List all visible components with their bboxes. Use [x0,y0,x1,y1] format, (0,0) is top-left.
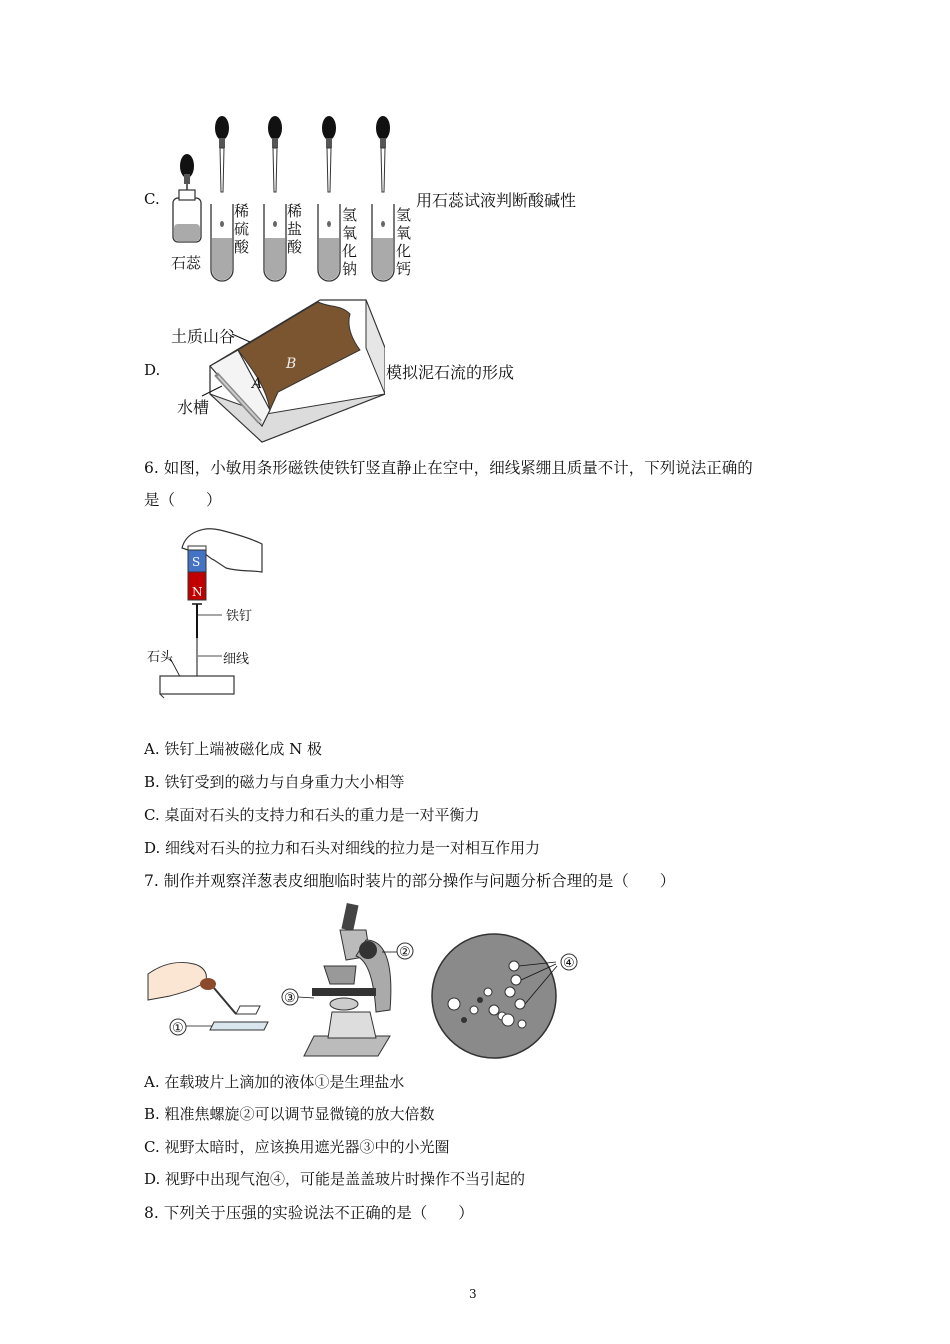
option-d-caption: 模拟泥石流的形成 [386,363,515,382]
stone-label: 石头 [147,650,174,665]
marker-2: ② [399,945,411,960]
q7-option-c: C. 视野太暗时，应该换用遮光器③中的小光圈 [144,1138,450,1156]
q6-option-a: A. 铁钉上端被磁化成 N 极 [144,740,323,758]
litmus-figure [165,112,415,287]
label-a: A [252,376,263,392]
marker-4: ④ [563,956,575,971]
q7-option-d: D. 视野中出现气泡④，可能是盖盖玻片时操作不当引起的 [144,1170,526,1188]
test-tube-3 [318,204,340,281]
q7-option-a: A. 在载玻片上滴加的液体①是生理盐水 [144,1073,405,1091]
marker-1: ① [172,1021,184,1036]
q6-stem-line1: 6. 如图，小敏用条形磁铁使铁钉竖直静止在空中，细线紧绷且质量不计，下列说法正确的 [144,459,753,477]
option-c-letter: C. [144,190,160,208]
thread-label: 细线 [223,652,250,667]
q6-stem-line2: 是（ ） [144,491,222,509]
tube-4-label: 氢氧化钙 [396,206,412,278]
magnet-s-label: S [192,555,201,569]
microscope-figure [144,900,584,1060]
dropper-2 [268,116,282,192]
magnet-figure [146,520,276,700]
page-number: 3 [469,1287,477,1301]
q6-option-c: C. 桌面对石头的支持力和石头的重力是一对平衡力 [144,806,480,824]
stone [160,676,234,694]
tube-1-label: 稀硫酸 [234,202,250,256]
test-tube-2 [264,204,286,281]
dropper-3 [322,116,336,192]
q7-stem: 7. 制作并观察洋葱表皮细胞临时装片的部分操作与问题分析合理的是（ ） [144,872,676,890]
tube-3-label: 氢氧化钠 [342,206,358,278]
option-c-caption: 用石蕊试液判断酸碱性 [416,191,577,210]
test-tube-4 [372,204,394,281]
slide-preparation [148,962,268,1036]
field-of-view [432,934,577,1058]
label-b: B [286,356,297,372]
q6-option-b: B. 铁钉受到的磁力与自身重力大小相等 [144,773,405,791]
microscope [282,903,413,1056]
litmus-label: 石蕊 [171,254,202,272]
marker-3: ③ [284,991,296,1006]
q8-stem: 8. 下列关于压强的实验说法不正确的是（ ） [144,1204,474,1222]
litmus-bottle [173,154,201,242]
option-d-letter: D. [144,361,161,379]
dropper-1 [215,116,229,192]
q6-option-d: D. 细线对石头的拉力和石头对细线的拉力是一对相互作用力 [144,839,541,857]
test-tube-1 [211,204,233,281]
nail-label: 铁钉 [226,609,253,624]
trough-label: 水槽 [177,398,210,417]
dropper-4 [376,116,390,192]
tube-2-label: 稀盐酸 [287,202,303,256]
magnet-n-label: N [192,585,203,599]
debris-flow-figure [170,294,385,444]
q7-option-b: B. 粗准焦螺旋②可以调节显微镜的放大倍数 [144,1105,435,1123]
valley-label: 土质山谷 [171,327,236,346]
